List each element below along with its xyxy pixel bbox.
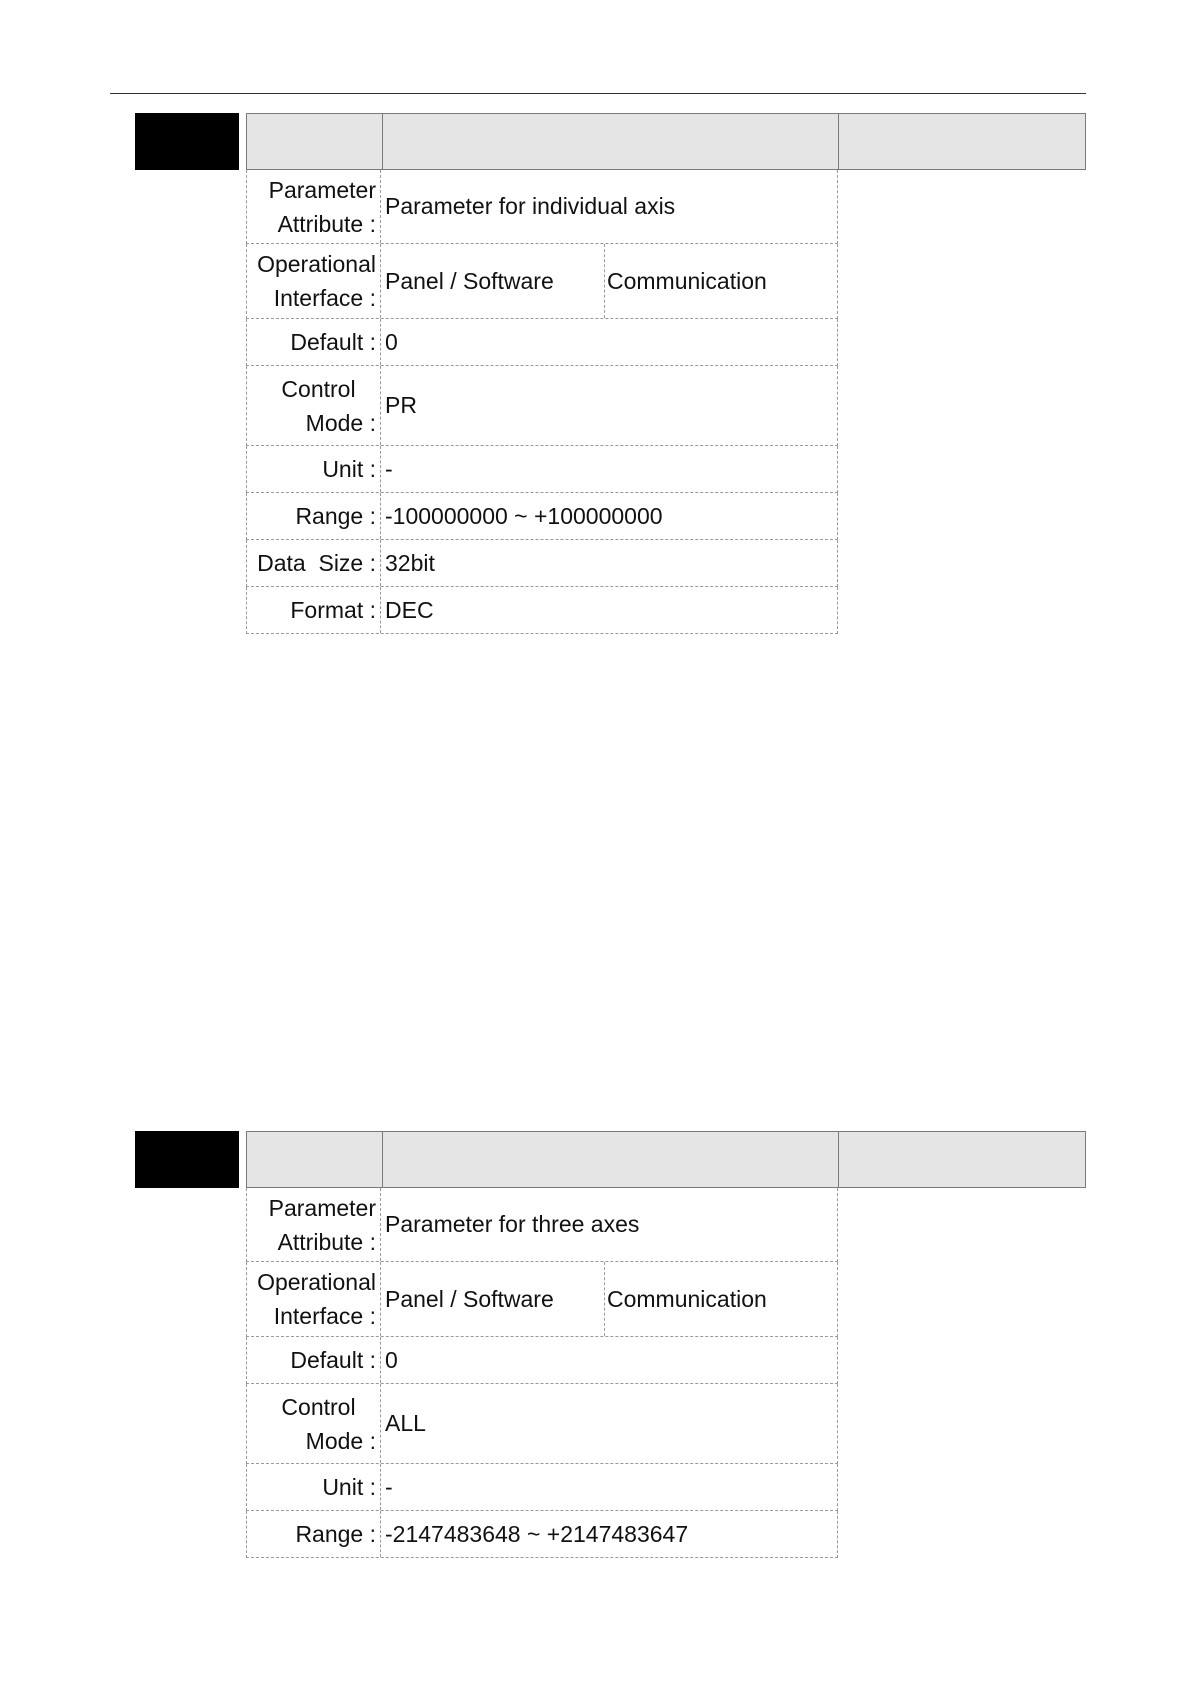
label-line-2: Attribute : [277, 1228, 376, 1255]
parameter-code-tab [135, 1131, 239, 1188]
row-range [246, 493, 838, 540]
row-operational-interface [246, 1262, 838, 1337]
label-operational-interface [247, 1262, 381, 1336]
value-default: 0 [385, 1346, 398, 1373]
label-line-2: Mode : [305, 1427, 376, 1454]
header-cell-name [383, 113, 839, 170]
value-parameter-attribute: Parameter for three axes [385, 1211, 640, 1237]
value-unit: - [385, 1473, 393, 1500]
label-parameter-attribute [247, 170, 381, 243]
parameter-header-row [246, 1131, 1086, 1188]
header-cell-address [839, 1131, 1086, 1188]
row-unit [246, 446, 838, 493]
label-default [247, 319, 381, 365]
value-default: 0 [385, 328, 398, 355]
label-control-mode [247, 1384, 381, 1463]
row-control-mode [246, 366, 838, 446]
parameter-attributes-table [246, 1188, 838, 1558]
row-default [246, 319, 838, 366]
label-data-size [247, 540, 381, 586]
parameter-code-tab [135, 113, 239, 170]
label-line-2: Mode : [305, 409, 376, 436]
label-line-2: Interface : [273, 1303, 376, 1329]
parameter-header-row [246, 113, 1086, 170]
value-control-mode: ALL [385, 1410, 426, 1436]
interface-panel-software: Panel / Software [381, 244, 605, 318]
value-operational-interface [381, 1262, 837, 1336]
label-text: Default : [290, 329, 376, 355]
label-range [247, 493, 381, 539]
label-parameter-attribute [247, 1188, 381, 1261]
row-control-mode [246, 1384, 838, 1464]
label-control-mode [247, 366, 381, 445]
interface-communication: Communication [607, 267, 767, 294]
value-format: DEC [385, 596, 434, 623]
value-range: -100000000 ~ +100000000 [385, 502, 663, 529]
label-line-2: Attribute : [277, 210, 376, 237]
label-unit [247, 1464, 381, 1510]
value-data-size: 32bit [385, 549, 435, 576]
label-text: Unit : [322, 1474, 376, 1500]
label-format [247, 587, 381, 633]
value-control-mode: PR [385, 392, 417, 418]
label-text: Data Size : [257, 550, 376, 576]
label-line-1: Parameter [268, 176, 376, 203]
header-cell-name [383, 1131, 839, 1188]
row-data-size [246, 540, 838, 587]
value-operational-interface [381, 244, 837, 318]
row-unit [246, 1464, 838, 1511]
label-line-1: Parameter [268, 1194, 376, 1221]
label-line-1: Operational [257, 251, 376, 277]
header-cell-address [839, 113, 1086, 170]
label-line-1: Control [281, 1393, 356, 1420]
value-unit: - [385, 455, 393, 482]
header-cell-code [246, 113, 383, 170]
label-text: Default : [290, 1347, 376, 1373]
top-rule [110, 93, 1086, 94]
row-default [246, 1337, 838, 1384]
row-parameter-attribute [246, 170, 838, 244]
row-operational-interface [246, 244, 838, 319]
label-line-1: Operational [257, 1269, 376, 1295]
label-operational-interface [247, 244, 381, 318]
row-parameter-attribute [246, 1188, 838, 1262]
row-format [246, 587, 838, 634]
label-range [247, 1511, 381, 1557]
label-default [247, 1337, 381, 1383]
row-range [246, 1511, 838, 1558]
header-cell-code [246, 1131, 383, 1188]
interface-panel-software: Panel / Software [381, 1262, 605, 1336]
label-unit [247, 446, 381, 492]
interface-communication: Communication [607, 1285, 767, 1312]
label-text: Format : [290, 597, 376, 623]
parameter-attributes-table [246, 170, 838, 634]
label-text: Range : [295, 503, 376, 529]
label-text: Unit : [322, 456, 376, 482]
label-line-2: Interface : [273, 285, 376, 311]
value-parameter-attribute: Parameter for individual axis [385, 193, 676, 219]
value-range: -2147483648 ~ +2147483647 [385, 1520, 689, 1547]
label-text: Range : [295, 1521, 376, 1547]
label-line-1: Control [281, 375, 356, 402]
